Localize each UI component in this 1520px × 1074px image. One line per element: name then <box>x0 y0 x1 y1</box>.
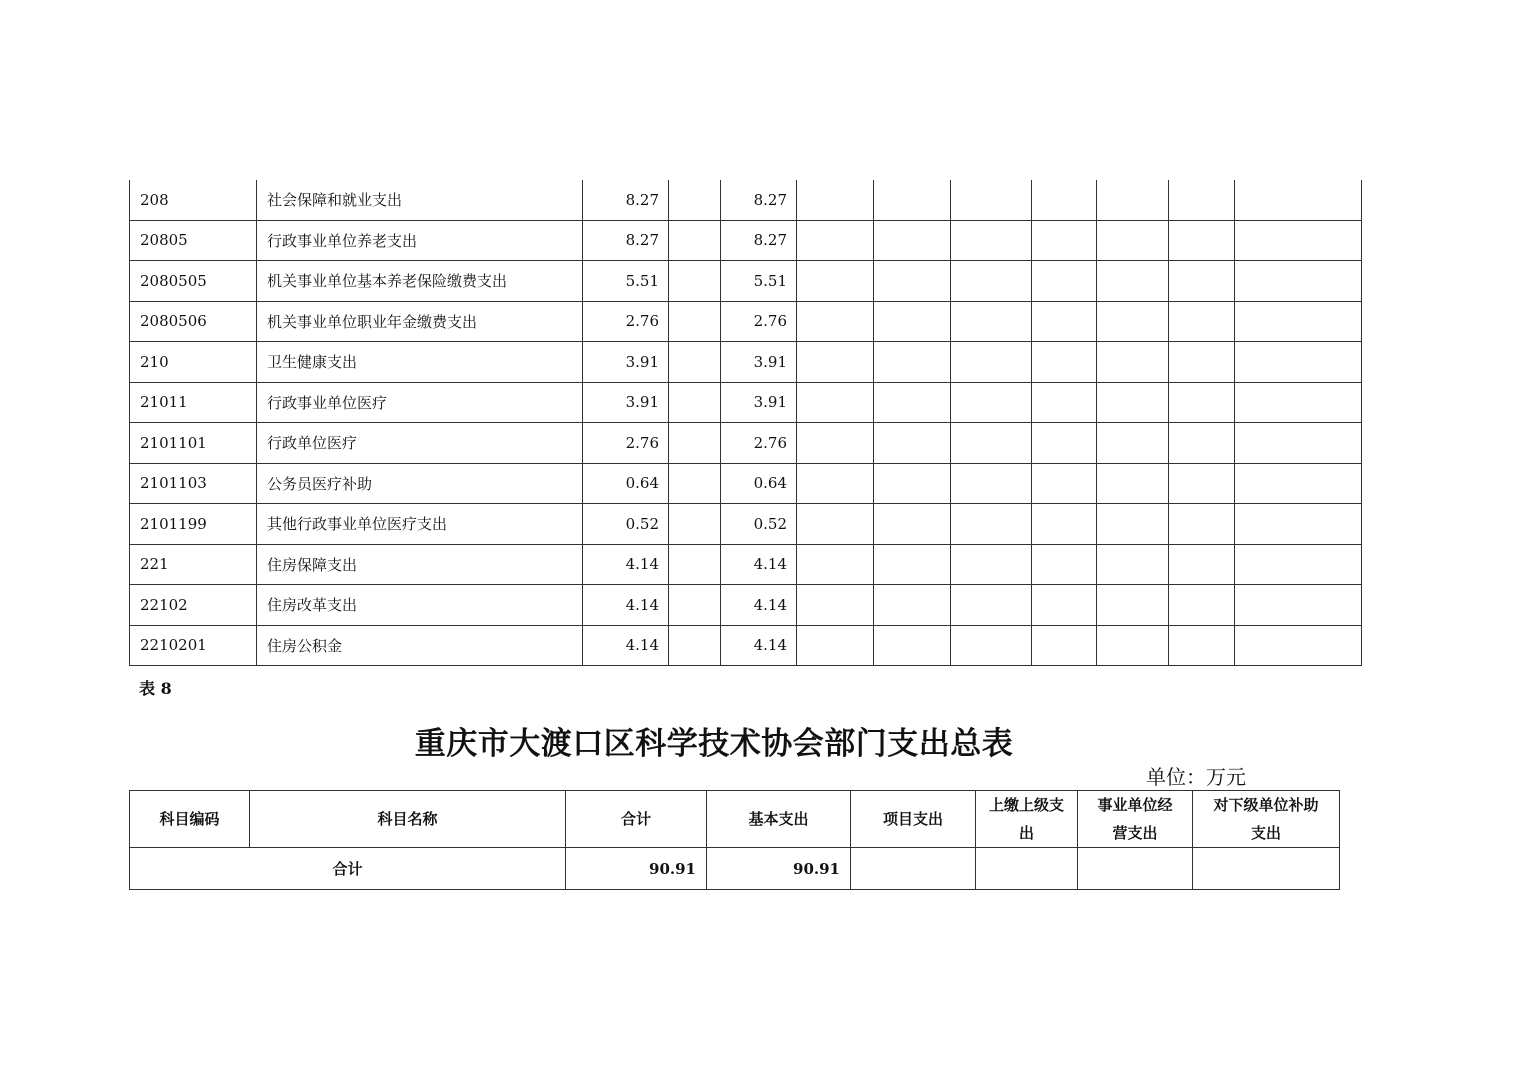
row-name: 住房保障支出 <box>257 544 583 585</box>
header-business-line2: 营支出 <box>1112 824 1158 842</box>
empty-cell <box>797 261 874 302</box>
row-total: 0.52 <box>583 504 669 545</box>
row-name: 住房公积金 <box>257 625 583 666</box>
empty-cell <box>669 504 721 545</box>
row-total: 3.91 <box>583 382 669 423</box>
table-row <box>130 301 1362 342</box>
row-basic: 3.91 <box>721 342 797 383</box>
empty-cell <box>874 180 951 220</box>
empty-cell <box>951 180 1032 220</box>
empty-cell <box>1078 848 1193 890</box>
empty-cell <box>874 423 951 464</box>
row-code: 2080505 <box>130 261 257 302</box>
row-basic: 5.51 <box>721 261 797 302</box>
empty-cell <box>1032 301 1097 342</box>
row-name: 机关事业单位基本养老保险缴费支出 <box>257 261 583 302</box>
total-row <box>130 848 1340 890</box>
empty-cell <box>951 261 1032 302</box>
empty-cell <box>1169 261 1235 302</box>
header-code: 科目编码 <box>130 791 250 848</box>
empty-cell <box>1193 848 1340 890</box>
empty-cell <box>951 504 1032 545</box>
header-upper-line2: 出 <box>1018 824 1034 842</box>
empty-cell <box>874 382 951 423</box>
empty-cell <box>1169 544 1235 585</box>
row-code: 2101103 <box>130 463 257 504</box>
empty-cell <box>874 261 951 302</box>
empty-cell <box>1097 585 1169 626</box>
empty-cell <box>1032 423 1097 464</box>
row-name: 社会保障和就业支出 <box>257 180 583 220</box>
empty-cell <box>797 180 874 220</box>
empty-cell <box>797 301 874 342</box>
header-business <box>1078 791 1193 848</box>
empty-cell <box>797 625 874 666</box>
empty-cell <box>1097 382 1169 423</box>
empty-cell <box>797 585 874 626</box>
empty-cell <box>669 585 721 626</box>
row-basic: 8.27 <box>721 220 797 261</box>
row-basic: 4.14 <box>721 625 797 666</box>
empty-cell <box>1097 301 1169 342</box>
row-basic: 2.76 <box>721 301 797 342</box>
empty-cell <box>669 382 721 423</box>
table-row <box>130 220 1362 261</box>
empty-cell <box>1032 180 1097 220</box>
empty-cell <box>1097 544 1169 585</box>
empty-cell <box>1235 585 1362 626</box>
header-row <box>130 791 1340 848</box>
row-total: 2.76 <box>583 301 669 342</box>
empty-cell <box>1097 342 1169 383</box>
empty-cell <box>1235 180 1362 220</box>
empty-cell <box>976 848 1078 890</box>
empty-cell <box>1169 180 1235 220</box>
empty-cell <box>874 625 951 666</box>
empty-cell <box>1169 504 1235 545</box>
row-name: 行政事业单位医疗 <box>257 382 583 423</box>
header-subsidy <box>1193 791 1340 848</box>
empty-cell <box>669 220 721 261</box>
empty-cell <box>1235 382 1362 423</box>
row-total: 4.14 <box>583 585 669 626</box>
row-name: 行政单位医疗 <box>257 423 583 464</box>
empty-cell <box>1032 463 1097 504</box>
row-code: 2210201 <box>130 625 257 666</box>
empty-cell <box>1097 423 1169 464</box>
empty-cell <box>874 301 951 342</box>
row-basic: 3.91 <box>721 382 797 423</box>
empty-cell <box>874 504 951 545</box>
empty-cell <box>1097 220 1169 261</box>
expenditure-detail-table <box>129 180 1362 666</box>
row-basic: 8.27 <box>721 180 797 220</box>
expenditure-summary-table <box>129 790 1340 890</box>
empty-cell <box>797 382 874 423</box>
total-value: 90.91 <box>566 848 707 890</box>
empty-cell <box>951 301 1032 342</box>
header-upper-line1: 上缴上级支 <box>988 796 1064 814</box>
unit-label: 单位：万元 <box>1146 765 1246 789</box>
empty-cell <box>1235 504 1362 545</box>
empty-cell <box>797 504 874 545</box>
row-basic: 4.14 <box>721 585 797 626</box>
empty-cell <box>874 220 951 261</box>
empty-cell <box>1169 342 1235 383</box>
empty-cell <box>1032 342 1097 383</box>
empty-cell <box>851 848 976 890</box>
empty-cell <box>951 382 1032 423</box>
table-row <box>130 261 1362 302</box>
empty-cell <box>1169 423 1235 464</box>
empty-cell <box>951 463 1032 504</box>
empty-cell <box>1235 261 1362 302</box>
empty-cell <box>669 544 721 585</box>
empty-cell <box>1235 463 1362 504</box>
row-code: 2080506 <box>130 301 257 342</box>
empty-cell <box>1169 463 1235 504</box>
empty-cell <box>1235 423 1362 464</box>
empty-cell <box>1235 342 1362 383</box>
empty-cell <box>1032 261 1097 302</box>
empty-cell <box>1235 220 1362 261</box>
row-basic: 0.64 <box>721 463 797 504</box>
row-name: 机关事业单位职业年金缴费支出 <box>257 301 583 342</box>
header-name: 科目名称 <box>250 791 566 848</box>
table-row <box>130 423 1362 464</box>
empty-cell <box>797 544 874 585</box>
row-code: 22102 <box>130 585 257 626</box>
table-label: 表 8 <box>139 679 172 698</box>
table-row <box>130 342 1362 383</box>
empty-cell <box>797 463 874 504</box>
row-name: 住房改革支出 <box>257 585 583 626</box>
header-subsidy-line1: 对下级单位补助 <box>1213 796 1319 814</box>
empty-cell <box>1169 585 1235 626</box>
empty-cell <box>1032 382 1097 423</box>
empty-cell <box>951 585 1032 626</box>
empty-cell <box>1169 382 1235 423</box>
empty-cell <box>669 180 721 220</box>
empty-cell <box>1097 261 1169 302</box>
row-code: 20805 <box>130 220 257 261</box>
total-label: 合计 <box>130 848 566 890</box>
empty-cell <box>669 625 721 666</box>
empty-cell <box>1235 301 1362 342</box>
empty-cell <box>1097 625 1169 666</box>
empty-cell <box>1097 180 1169 220</box>
empty-cell <box>1169 301 1235 342</box>
row-code: 2101199 <box>130 504 257 545</box>
empty-cell <box>951 423 1032 464</box>
row-basic: 2.76 <box>721 423 797 464</box>
empty-cell <box>1032 504 1097 545</box>
row-total: 8.27 <box>583 180 669 220</box>
table-row <box>130 585 1362 626</box>
empty-cell <box>874 585 951 626</box>
row-name: 行政事业单位养老支出 <box>257 220 583 261</box>
table-row <box>130 180 1362 220</box>
row-name: 公务员医疗补助 <box>257 463 583 504</box>
empty-cell <box>669 301 721 342</box>
table-row <box>130 463 1362 504</box>
row-code: 2101101 <box>130 423 257 464</box>
table-row <box>130 382 1362 423</box>
empty-cell <box>797 423 874 464</box>
empty-cell <box>951 342 1032 383</box>
row-code: 221 <box>130 544 257 585</box>
empty-cell <box>951 544 1032 585</box>
empty-cell <box>1097 463 1169 504</box>
row-total: 0.64 <box>583 463 669 504</box>
header-subsidy-line2: 支出 <box>1250 824 1281 842</box>
row-basic: 0.52 <box>721 504 797 545</box>
header-basic: 基本支出 <box>707 791 851 848</box>
empty-cell <box>1032 544 1097 585</box>
empty-cell <box>1032 625 1097 666</box>
row-name: 卫生健康支出 <box>257 342 583 383</box>
row-total: 5.51 <box>583 261 669 302</box>
empty-cell <box>1169 625 1235 666</box>
empty-cell <box>874 342 951 383</box>
empty-cell <box>1032 585 1097 626</box>
table-row <box>130 625 1362 666</box>
empty-cell <box>1097 504 1169 545</box>
empty-cell <box>797 342 874 383</box>
row-basic: 4.14 <box>721 544 797 585</box>
row-total: 4.14 <box>583 544 669 585</box>
empty-cell <box>669 261 721 302</box>
empty-cell <box>874 463 951 504</box>
empty-cell <box>1169 220 1235 261</box>
empty-cell <box>951 220 1032 261</box>
empty-cell <box>669 423 721 464</box>
empty-cell <box>1235 625 1362 666</box>
header-business-line1: 事业单位经 <box>1097 796 1173 814</box>
table-row <box>130 504 1362 545</box>
row-code: 210 <box>130 342 257 383</box>
empty-cell <box>669 463 721 504</box>
empty-cell <box>1235 544 1362 585</box>
row-code: 208 <box>130 180 257 220</box>
header-project: 项目支出 <box>851 791 976 848</box>
empty-cell <box>797 220 874 261</box>
empty-cell <box>951 625 1032 666</box>
row-total: 2.76 <box>583 423 669 464</box>
header-upper <box>976 791 1078 848</box>
empty-cell <box>669 342 721 383</box>
row-total: 8.27 <box>583 220 669 261</box>
row-code: 21011 <box>130 382 257 423</box>
empty-cell <box>1032 220 1097 261</box>
page-title: 重庆市大渡口区科学技术协会部门支出总表 <box>414 726 1014 762</box>
row-total: 4.14 <box>583 625 669 666</box>
header-total: 合计 <box>566 791 707 848</box>
row-name: 其他行政事业单位医疗支出 <box>257 504 583 545</box>
basic-total-value: 90.91 <box>707 848 851 890</box>
table-row <box>130 544 1362 585</box>
empty-cell <box>874 544 951 585</box>
row-total: 3.91 <box>583 342 669 383</box>
